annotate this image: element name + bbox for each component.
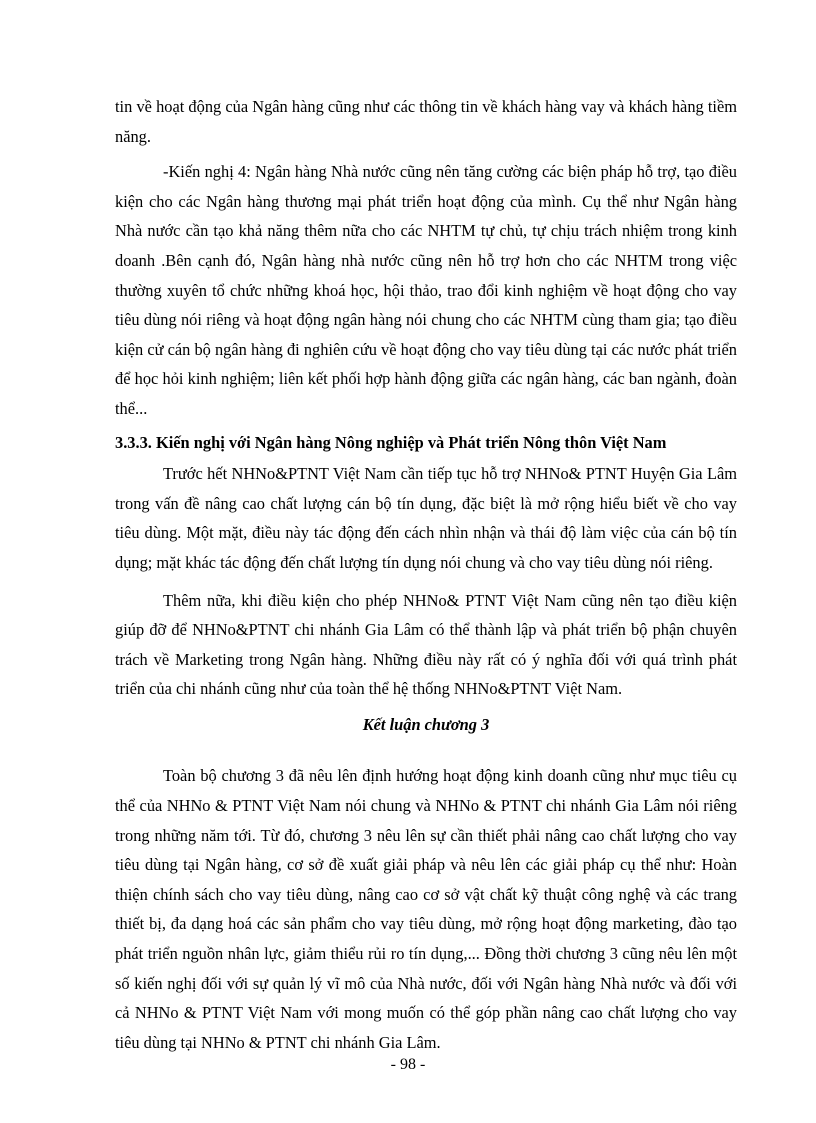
paragraph-agribank-support: Trước hết NHNo&PTNT Việt Nam cần tiếp tục hỗ trợ NHNo& PTNT Huyện Gia Lâm trong vấn đề nâng cao chất lượng cán bộ tín dụng, đặc biệt là mở rộng hiểu biết về cho vay tiêu dùng. Một mặt, điều này tác động đến cách nhìn nhận và thái độ làm việc của cán bộ tín dụng; mặt khác tác động đến chất lượng tín dụng nói chung và cho vay tiêu dùng nói riêng. [115, 464, 737, 572]
paragraph-recommendation-4: -Kiến nghị 4: Ngân hàng Nhà nước cũng nên tăng cường các biện pháp hỗ trợ, tạo điều kiện cho các Ngân hàng thương mại phát triển hoạt động của mình. Cụ thể như Ngân hàng Nhà nước cần tạo khả năng thêm nữa cho các NHTM tự chủ, tự chịu trách nhiệm trong kinh doanh .Bên cạnh đó, Ngân hàng nhà nước cũng nên hỗ trợ hơn cho các NHTM trong việc thường xuyên tổ chức những khoá học, hội thảo, trao đổi kinh nghiệm về hoạt động cho vay tiêu dùng nói riêng và hoạt động ngân hàng nói chung cho các NHTM cùng tham gia; tạo điều kiện cử cán bộ ngân hàng đi nghiên cứu về hoạt động cho vay tiêu dùng tại các nước phát triển để học hỏi kinh nghiệm; liên kết phối hợp hành động giữa các ngân hàng, các ban ngành, đoàn thể... [115, 162, 737, 418]
chapter-conclusion-heading: Kết luận chương 3 [362, 714, 490, 734]
paragraph-continuation: tin về hoạt động của Ngân hàng cũng như các thông tin về khách hàng vay và khách hàng tiềm năng. [115, 97, 737, 146]
paragraph-marketing-unit: Thêm nữa, khi điều kiện cho phép NHNo& PTNT Việt Nam cũng nên tạo điều kiện giúp đỡ để NHNo&PTNT chi nhánh Gia Lâm có thể thành lập và phát triển bộ phận chuyên trách về Marketing trong Ngân hàng. Những điều này rất có ý nghĩa đối với quá trình phát triển của chi nhánh cũng như của toàn thể hệ thống NHNo&PTNT Việt Nam. [115, 590, 737, 699]
document-body [115, 92, 737, 1057]
paragraph-chapter-summary: Toàn bộ chương 3 đã nêu lên định hướng hoạt động kinh doanh cũng như mục tiêu cụ thể của NHNo & PTNT Việt Nam nói chung và NHNo & PTNT chi nhánh Gia Lâm nói riêng trong những năm tới. Từ đó, chương 3 nêu lên sự cần thiết phải nâng cao chất lượng cho vay tiêu dùng tại Ngân hàng, cơ sở đề xuất giải pháp và nêu lên các giải pháp cụ thể như: Hoàn thiện chính sách cho vay tiêu dùng, nâng cao cơ sở vật chất kỹ thuật công nghệ và các trang thiết bị, đa dạng hoá các sản phẩm cho vay tiêu dùng, mở rộng hoạt động marketing, đào tạo phát triển nguồn nhân lực, giảm thiểu rủi ro tín dụng,... Đồng thời chương 3 cũng nêu lên một số kiến nghị đối với sự quản lý vĩ mô của Nhà nước, đối với Ngân hàng Nhà nước và đối với cả NHNo & PTNT Việt Nam với mong muốn có thể góp phần nâng cao chất lượng cho vay tiêu dùng tại NHNo & PTNT chi nhánh Gia Lâm. [115, 766, 737, 1052]
page-number: - 98 - [390, 1056, 426, 1073]
section-heading-3-3-3: 3.3.3. Kiến nghị với Ngân hàng Nông nghiệp và Phát triển Nông thôn Việt Nam [115, 432, 667, 452]
